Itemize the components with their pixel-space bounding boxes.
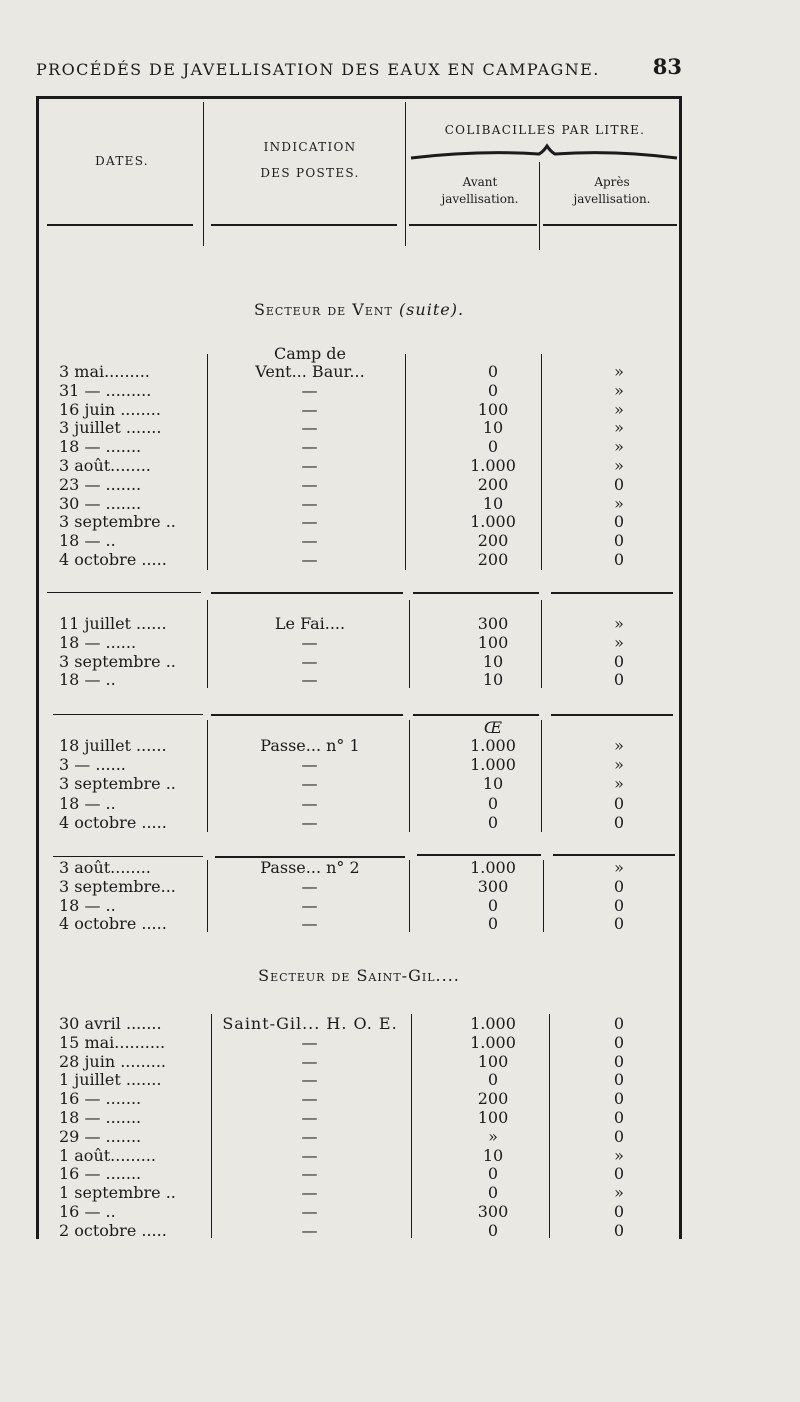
table-row — [39, 1052, 679, 1071]
table-row — [39, 494, 679, 513]
date-cell: 1 août......... — [59, 1145, 156, 1165]
table-row — [39, 736, 679, 755]
header-postes-line2: DES POSTES. — [260, 166, 360, 180]
table-row — [39, 813, 679, 832]
table-row — [39, 1164, 679, 1183]
date-cell: 4 octobre ..... — [59, 812, 167, 832]
avant-cell: 1.000 — [470, 736, 516, 755]
date-cell: 3 août........ — [59, 456, 151, 475]
post-cell: — — [301, 1202, 319, 1221]
apres-cell: » — [614, 858, 624, 877]
table-row — [39, 1070, 679, 1089]
header-divider-3 — [539, 162, 540, 250]
post-cell: — — [301, 474, 319, 494]
table-row — [39, 1146, 679, 1165]
post-cell: — — [301, 876, 319, 896]
table-row — [39, 381, 679, 400]
avant-cell: 1.000 — [470, 1032, 516, 1052]
avant-cell: 0 — [487, 362, 499, 381]
avant-cell: 10 — [482, 651, 504, 671]
table-row — [39, 1202, 679, 1221]
date-cell: 18 juillet ...... — [59, 736, 167, 755]
date-cell: 3 septembre... — [59, 876, 176, 896]
apres-cell: 0 — [613, 651, 625, 671]
apres-cell: 0 — [613, 531, 625, 551]
avant-cell: 1.000 — [470, 755, 516, 775]
date-cell: 11 juillet ...... — [59, 614, 167, 633]
post-cell: — — [301, 632, 319, 652]
apres-cell: » — [614, 493, 624, 513]
group-2-rule-d — [551, 714, 673, 716]
apres-cell: 0 — [613, 1014, 625, 1033]
post-cell: — — [301, 1164, 319, 1184]
table-row — [39, 755, 679, 774]
header-apres-line2: javellisation. — [573, 192, 651, 206]
header-avant-line1: Avant — [462, 175, 498, 189]
apres-cell: » — [614, 614, 624, 633]
post-cell: — — [301, 1108, 319, 1127]
group-1-rule-d — [551, 592, 673, 594]
table-row — [39, 418, 679, 437]
date-cell: 30 avril ....... — [59, 1014, 162, 1033]
table-row — [39, 1221, 679, 1240]
group-3-rule-c — [417, 854, 541, 856]
apres-cell: 0 — [613, 1126, 625, 1146]
table-row — [39, 437, 679, 456]
date-cell: 3 septembre .. — [59, 651, 176, 671]
table-row — [39, 1183, 679, 1202]
post-cell: — — [301, 418, 319, 438]
table-row — [39, 858, 679, 877]
post-cell: — — [301, 531, 319, 551]
date-cell: 18 — .. — [59, 531, 116, 551]
avant-cell: 100 — [477, 1051, 509, 1071]
avant-cell: 200 — [477, 531, 509, 551]
apres-cell: » — [614, 736, 624, 755]
header-brace — [409, 142, 679, 164]
table-row — [39, 877, 679, 896]
date-cell: 3 septembre .. — [59, 774, 176, 794]
date-cell: 18 — .. — [59, 793, 116, 813]
avant-cell: 1.000 — [470, 858, 516, 877]
avant-cell: 0 — [487, 1183, 499, 1203]
header-rule-apres — [543, 224, 677, 226]
date-cell: 16 — ....... — [59, 1164, 142, 1184]
table-top-rule — [39, 96, 679, 99]
date-cell: 16 — .. — [59, 1202, 116, 1221]
group-1-post-line1: Camp de — [274, 344, 346, 363]
apres-cell: 0 — [613, 1202, 625, 1221]
apres-cell: » — [614, 437, 624, 457]
header-rule-postes — [211, 224, 397, 226]
group-1-rule-b — [211, 592, 403, 594]
apres-cell: 0 — [613, 1032, 625, 1052]
group-4-post: Passe... n° 2 — [260, 858, 360, 877]
apres-cell: » — [614, 1145, 624, 1165]
table-row — [39, 652, 679, 671]
apres-cell: 0 — [613, 1164, 625, 1184]
date-cell: 3 — ...... — [59, 755, 126, 775]
date-cell: 2 octobre ..... — [59, 1220, 167, 1240]
date-cell: 3 juillet ....... — [59, 418, 162, 438]
post-cell: — — [301, 550, 319, 569]
header-divider-2 — [405, 102, 406, 246]
avant-cell: 0 — [487, 1164, 499, 1184]
apres-cell: 0 — [613, 474, 625, 494]
table-row — [39, 794, 679, 813]
apres-cell: 0 — [613, 512, 625, 532]
apres-cell: 0 — [613, 670, 625, 690]
apres-cell: 0 — [613, 876, 625, 896]
avant-cell: 1.000 — [470, 512, 516, 532]
date-cell: 18 — .. — [59, 670, 116, 690]
apres-cell: » — [614, 1183, 624, 1203]
post-cell: — — [301, 1183, 319, 1203]
avant-cell: 10 — [482, 670, 504, 690]
table-row — [39, 914, 679, 933]
apres-cell: » — [614, 380, 624, 400]
table-row — [39, 475, 679, 494]
section-saint-gil-name: Secteur de Saint-Gil.... — [258, 966, 460, 985]
post-cell: — — [301, 1145, 319, 1165]
table-row — [39, 362, 679, 381]
date-cell: 3 mai......... — [59, 362, 150, 381]
data-table — [36, 96, 682, 1239]
apres-cell: 0 — [613, 812, 625, 832]
post-cell: — — [301, 493, 319, 513]
header-dates: DATES. — [95, 154, 149, 168]
date-cell: 18 — .. — [59, 895, 116, 915]
avant-cell: 300 — [477, 1202, 509, 1221]
date-cell: 23 — ....... — [59, 474, 142, 494]
running-title: PROCÉDÉS DE JAVELLISATION DES EAUX EN CAMPAGNE. — [36, 60, 600, 79]
header-rule-dates — [47, 224, 193, 226]
date-cell: 28 juin ......... — [59, 1051, 166, 1071]
page-header — [36, 54, 682, 84]
group-1-rule-c — [413, 592, 539, 594]
avant-cell: 10 — [482, 418, 504, 438]
table-row — [39, 670, 679, 689]
avant-cell: 0 — [487, 380, 499, 400]
apres-cell: » — [614, 418, 624, 438]
date-cell: 18 — ....... — [59, 1108, 142, 1127]
avant-cell: 10 — [482, 1145, 504, 1165]
group-2-rule-b — [211, 714, 403, 716]
avant-cell: 200 — [477, 1089, 509, 1109]
avant-cell: 1.000 — [470, 1014, 516, 1033]
apres-cell: » — [614, 399, 624, 419]
avant-cell: 0 — [487, 812, 499, 832]
date-cell: 30 — ....... — [59, 493, 142, 513]
avant-cell: 0 — [487, 1220, 499, 1240]
date-cell: 31 — ......... — [59, 380, 152, 400]
avant-cell: » — [488, 1126, 498, 1146]
post-cell: — — [301, 1220, 319, 1240]
apres-cell: 0 — [613, 1108, 625, 1127]
avant-cell: 1.000 — [470, 456, 516, 475]
table-row — [39, 633, 679, 652]
date-cell: 16 juin ........ — [59, 399, 161, 419]
table-row — [39, 896, 679, 915]
date-cell: 1 juillet ....... — [59, 1070, 162, 1090]
post-cell: — — [301, 1070, 319, 1090]
avant-cell: 100 — [477, 632, 509, 652]
date-cell: 3 septembre .. — [59, 512, 176, 532]
apres-cell: » — [614, 755, 624, 775]
avant-cell: 300 — [477, 614, 509, 633]
group-3-post: Passe... n° 1 — [260, 736, 360, 755]
apres-cell: 0 — [613, 793, 625, 813]
apres-cell: 0 — [613, 914, 625, 934]
group-2-rule-c — [413, 714, 539, 716]
date-cell: 18 — ...... — [59, 632, 137, 652]
avant-cell: 10 — [482, 774, 504, 794]
post-cell: — — [301, 812, 319, 832]
avant-cell: 0 — [487, 1070, 499, 1090]
section-vent-name: Secteur de Vent — [253, 300, 393, 319]
table-row — [39, 550, 679, 569]
post-cell: — — [301, 1051, 319, 1071]
header-colibacilles: COLIBACILLES PAR LITRE. — [444, 123, 646, 137]
post-cell: — — [301, 914, 319, 934]
post-cell: — — [301, 670, 319, 690]
post-cell: — — [301, 651, 319, 671]
avant-cell: 0 — [487, 914, 499, 934]
apres-cell: » — [614, 774, 624, 794]
group-1-post: Vent... Baur... — [255, 362, 365, 381]
apres-cell: 0 — [613, 1051, 625, 1071]
avant-cell: 200 — [477, 474, 509, 494]
section-title-saint-gil — [39, 966, 679, 985]
post-cell: — — [301, 512, 319, 532]
header-avant-line2: javellisation. — [441, 192, 519, 206]
apres-cell: » — [614, 362, 624, 381]
date-cell: 3 août........ — [59, 858, 151, 877]
date-cell: 4 octobre ..... — [59, 550, 167, 569]
section-vent-suffix: (suite). — [398, 300, 465, 319]
table-row — [39, 531, 679, 550]
avant-cell: 100 — [477, 1108, 509, 1127]
group-1-rule-a — [47, 592, 201, 593]
date-cell: 4 octobre ..... — [59, 914, 167, 934]
table-row — [39, 1014, 679, 1033]
date-cell: 1 septembre .. — [59, 1183, 176, 1203]
table-row — [39, 774, 679, 793]
apres-cell: 0 — [613, 550, 625, 569]
post-cell: — — [301, 456, 319, 475]
header-postes-line1: INDICATION — [263, 140, 357, 154]
post-cell: — — [301, 1032, 319, 1052]
date-cell: 15 mai.......... — [59, 1032, 166, 1052]
apres-cell: 0 — [613, 1220, 625, 1240]
table-row — [39, 512, 679, 531]
group-3-rule-d — [553, 854, 675, 856]
post-cell: — — [301, 399, 319, 419]
date-cell: 29 — ....... — [59, 1126, 142, 1146]
section-title-vent — [39, 300, 679, 319]
apres-cell: » — [614, 632, 624, 652]
avant-cell: 0 — [487, 437, 499, 457]
group-3-mark-row — [39, 718, 679, 737]
page-number: 83 — [652, 54, 682, 79]
apres-cell: 0 — [613, 1089, 625, 1109]
table-row — [39, 400, 679, 419]
table-row — [39, 1127, 679, 1146]
avant-cell: 0 — [487, 793, 499, 813]
post-cell: — — [301, 437, 319, 457]
post-cell: — — [301, 774, 319, 794]
avant-cell: 300 — [477, 876, 509, 896]
header-rule-avant — [409, 224, 537, 226]
post-cell: — — [301, 793, 319, 813]
table-row — [39, 1108, 679, 1127]
post-cell: — — [301, 380, 319, 400]
group-3-rule-a — [53, 856, 203, 857]
apres-cell: 0 — [613, 895, 625, 915]
avant-cell: 200 — [477, 550, 509, 569]
header-apres-line1: Après — [594, 175, 630, 189]
header-divider-1 — [203, 102, 204, 246]
apres-cell: » — [614, 456, 624, 475]
avant-cell: 10 — [482, 493, 504, 513]
table-row — [39, 1089, 679, 1108]
group-2-rule-a — [53, 714, 203, 715]
post-cell: — — [301, 755, 319, 775]
avant-mark: Œ — [483, 718, 503, 737]
apres-cell: 0 — [613, 1070, 625, 1090]
avant-cell: 100 — [477, 399, 509, 419]
post-cell: Saint-Gil... H. O. E. — [222, 1014, 398, 1033]
table-row — [39, 614, 679, 633]
table-row — [39, 456, 679, 475]
table-row — [39, 1033, 679, 1052]
date-cell: 16 — ....... — [59, 1089, 142, 1109]
avant-cell: 0 — [487, 895, 499, 915]
group-2-post: Le Fai.... — [274, 614, 346, 633]
post-cell: — — [301, 895, 319, 915]
post-cell: — — [301, 1089, 319, 1109]
post-cell: — — [301, 1126, 319, 1146]
date-cell: 18 — ....... — [59, 437, 142, 457]
